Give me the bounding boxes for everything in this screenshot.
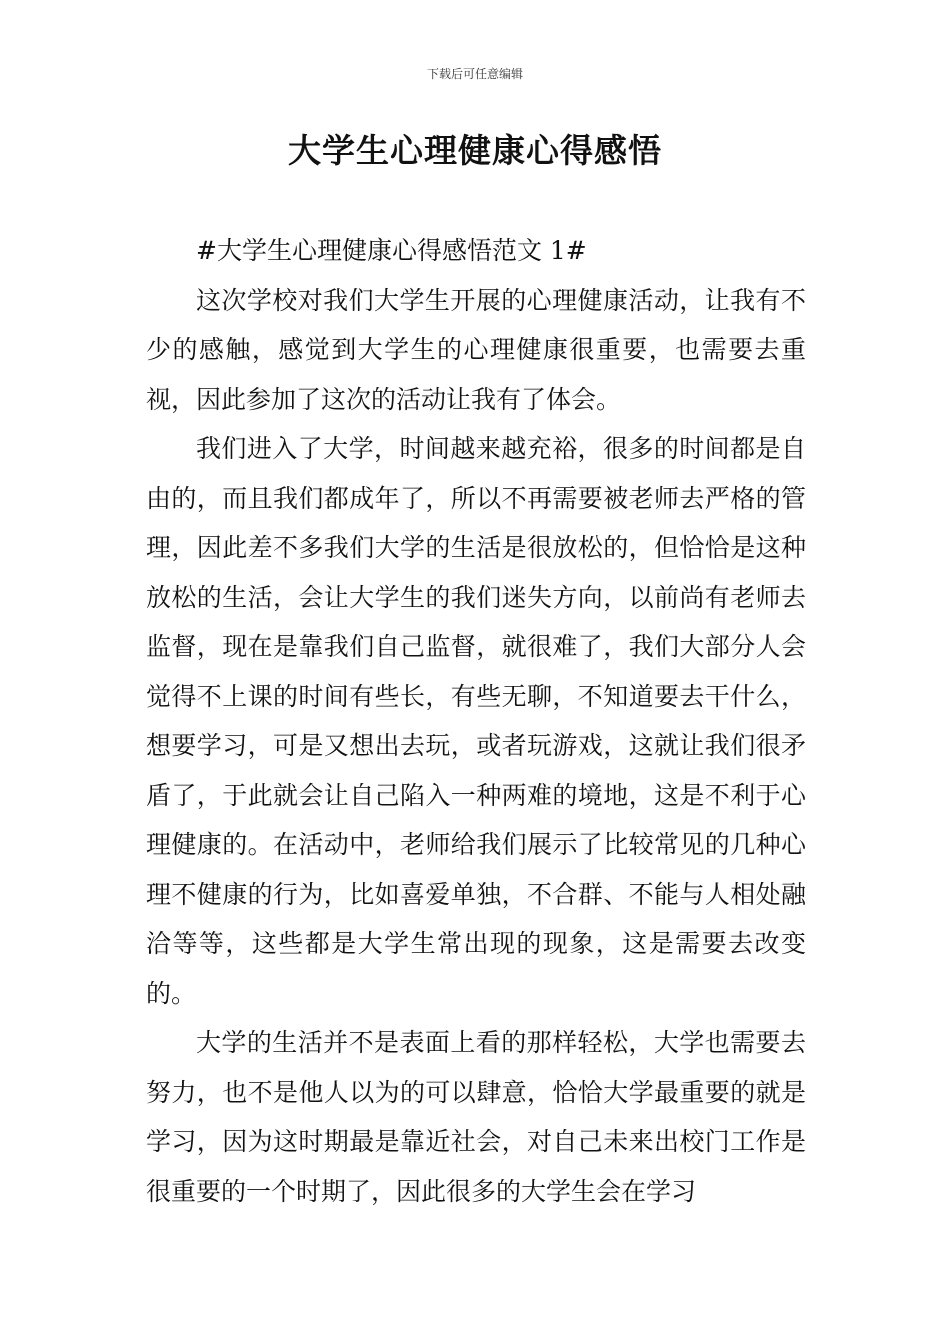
paragraph-2: 我们进入了大学，时间越来越充裕，很多的时间都是自由的，而且我们都成年了，所以不再需要被老师去严格的管理，因此差不多我们大学的生活是很放松的，但恰恰是这种放松的生活，会让大学生的我们迷失方向，以前尚有老师去监督，现在是靠我们自己监督，就很难了，我们大部分人会觉得不上课的时间有些长，有些无聊，不知道要去干什么，想要学习，可是又想出去玩，或者玩游戏，这就让我们很矛盾了，于此就会让自己陷入一种两难的境地，这是不利于心理健康的。在活动中，老师给我们展示了比较常见的几种心理不健康的行为，比如喜爱单独，不合群、不能与人相处融洽等等，这些都是大学生常出现的现象，这是需要去改变的。 (146, 434, 806, 1008)
header-note: 下载后可任意编辑 (426, 67, 523, 81)
paragraph-3: 大学的生活并不是表面上看的那样轻松，大学也需要去努力，也不是他人以为的可以肆意，恰恰大学最重要的就是学习，因为这时期最是靠近社会，对自己未来出校门工作是很重要的一个时期了，因此很多的大学生会在学习 (146, 1028, 806, 1206)
document-body (146, 226, 806, 1216)
section-heading: #大学生心理健康心得感悟范文 1# (196, 236, 587, 265)
paragraph-1: 这次学校对我们大学生开展的心理健康活动，让我有不少的感触，感觉到大学生的心理健康很重要，也需要去重视，因此参加了这次的活动让我有了体会。 (146, 285, 806, 414)
document-title: 大学生心理健康心得感悟 (288, 131, 662, 170)
